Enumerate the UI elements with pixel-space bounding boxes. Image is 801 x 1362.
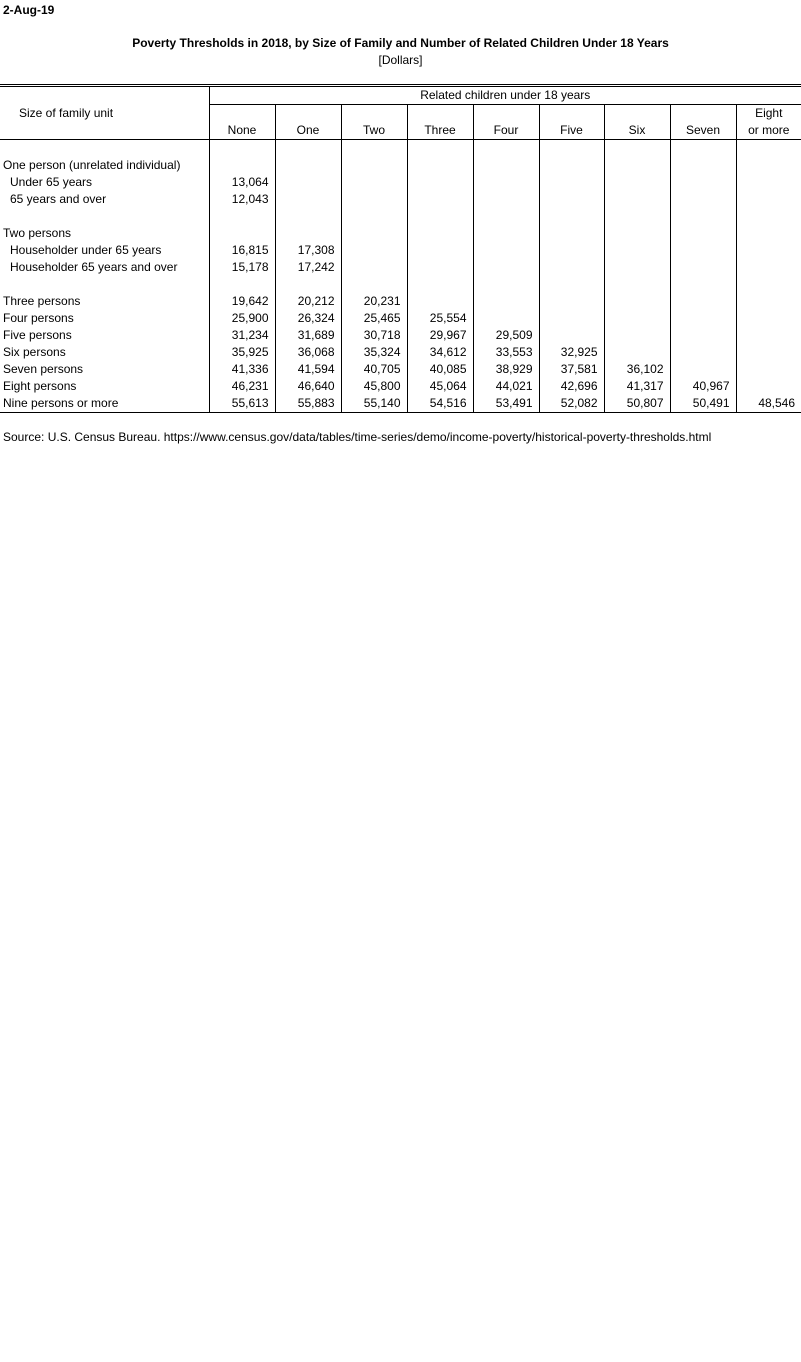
threshold-cell: 50,807 xyxy=(604,395,670,413)
threshold-cell: 41,336 xyxy=(209,361,275,378)
row-label xyxy=(0,208,209,225)
threshold-cell xyxy=(275,276,341,293)
column-header: Four xyxy=(473,105,539,140)
threshold-cell xyxy=(539,174,604,191)
threshold-cell xyxy=(473,310,539,327)
threshold-cell xyxy=(473,276,539,293)
report-date: 2-Aug-19 xyxy=(3,3,55,17)
threshold-cell xyxy=(736,174,801,191)
column-header: None xyxy=(209,105,275,140)
threshold-cell: 40,705 xyxy=(341,361,407,378)
threshold-cell xyxy=(407,259,473,276)
threshold-cell xyxy=(341,259,407,276)
threshold-cell: 41,594 xyxy=(275,361,341,378)
threshold-cell: 45,064 xyxy=(407,378,473,395)
threshold-cell xyxy=(539,157,604,174)
table-body xyxy=(0,140,801,413)
threshold-cell: 46,231 xyxy=(209,378,275,395)
threshold-cell: 37,581 xyxy=(539,361,604,378)
threshold-cell xyxy=(670,259,736,276)
row-label: Eight persons xyxy=(3,379,77,393)
spacer-row xyxy=(0,208,801,225)
threshold-cell xyxy=(209,140,275,158)
threshold-cell xyxy=(539,310,604,327)
threshold-cell xyxy=(736,140,801,158)
threshold-cell: 25,900 xyxy=(209,310,275,327)
threshold-cell: 35,324 xyxy=(341,344,407,361)
table-row xyxy=(0,344,801,361)
threshold-cell xyxy=(604,344,670,361)
table-subtitle: [Dollars] xyxy=(378,53,423,67)
spacer-row xyxy=(0,140,801,158)
threshold-cell xyxy=(341,157,407,174)
row-label xyxy=(0,140,209,158)
column-header: Two xyxy=(341,105,407,140)
threshold-cell xyxy=(539,225,604,242)
column-header: Eight or more xyxy=(736,105,801,140)
threshold-cell xyxy=(670,242,736,259)
threshold-cell: 42,696 xyxy=(539,378,604,395)
threshold-cell xyxy=(341,140,407,158)
threshold-cell xyxy=(670,327,736,344)
threshold-cell xyxy=(736,361,801,378)
row-label: Six persons xyxy=(3,345,66,359)
table-row xyxy=(0,378,801,395)
threshold-cell: 55,883 xyxy=(275,395,341,413)
threshold-cell xyxy=(473,174,539,191)
threshold-cell xyxy=(604,327,670,344)
threshold-cell xyxy=(341,174,407,191)
threshold-cell: 17,308 xyxy=(275,242,341,259)
threshold-cell: 38,929 xyxy=(473,361,539,378)
threshold-cell xyxy=(670,310,736,327)
threshold-cell: 25,465 xyxy=(341,310,407,327)
threshold-cell xyxy=(407,242,473,259)
threshold-cell xyxy=(473,208,539,225)
threshold-cell: 48,546 xyxy=(736,395,801,413)
threshold-cell xyxy=(473,140,539,158)
threshold-cell xyxy=(670,174,736,191)
threshold-cell xyxy=(407,208,473,225)
threshold-cell: 40,085 xyxy=(407,361,473,378)
threshold-cell xyxy=(275,157,341,174)
threshold-cell: 36,068 xyxy=(275,344,341,361)
threshold-cell xyxy=(539,259,604,276)
threshold-cell xyxy=(209,208,275,225)
threshold-cell: 31,689 xyxy=(275,327,341,344)
row-label: Nine persons or more xyxy=(0,395,209,413)
row-label: One person (unrelated individual) xyxy=(3,158,181,172)
threshold-cell xyxy=(736,225,801,242)
threshold-cell xyxy=(275,174,341,191)
threshold-cell xyxy=(670,157,736,174)
threshold-cell xyxy=(209,225,275,242)
threshold-cell xyxy=(604,310,670,327)
threshold-cell xyxy=(473,293,539,310)
row-label: Householder under 65 years xyxy=(10,243,162,257)
threshold-cell: 46,640 xyxy=(275,378,341,395)
threshold-cell xyxy=(341,191,407,208)
table-row xyxy=(0,225,801,242)
threshold-cell xyxy=(539,242,604,259)
threshold-cell xyxy=(473,225,539,242)
threshold-cell xyxy=(407,276,473,293)
poverty-thresholds-table xyxy=(0,84,801,413)
table-row xyxy=(0,242,801,259)
header-row-group xyxy=(0,86,801,105)
threshold-cell: 13,064 xyxy=(209,174,275,191)
threshold-cell xyxy=(736,191,801,208)
row-label: Seven persons xyxy=(3,362,84,376)
threshold-cell xyxy=(209,157,275,174)
threshold-cell: 29,967 xyxy=(407,327,473,344)
row-label xyxy=(0,276,209,293)
column-header: Seven xyxy=(670,105,736,140)
threshold-cell xyxy=(341,276,407,293)
threshold-cell xyxy=(736,157,801,174)
threshold-cell: 54,516 xyxy=(407,395,473,413)
threshold-cell xyxy=(473,157,539,174)
threshold-cell xyxy=(539,191,604,208)
row-label: Two persons xyxy=(3,226,72,240)
threshold-cell xyxy=(407,174,473,191)
threshold-cell: 34,612 xyxy=(407,344,473,361)
threshold-cell xyxy=(736,344,801,361)
threshold-cell xyxy=(736,259,801,276)
threshold-cell xyxy=(736,378,801,395)
threshold-cell xyxy=(670,140,736,158)
threshold-cell xyxy=(539,276,604,293)
row-label: 65 years and over xyxy=(10,192,107,206)
table-row xyxy=(0,327,801,344)
threshold-cell: 55,140 xyxy=(341,395,407,413)
threshold-cell: 31,234 xyxy=(209,327,275,344)
threshold-cell: 25,554 xyxy=(407,310,473,327)
threshold-cell xyxy=(407,225,473,242)
threshold-cell xyxy=(539,140,604,158)
threshold-cell: 16,815 xyxy=(209,242,275,259)
threshold-cell xyxy=(736,310,801,327)
threshold-cell xyxy=(604,208,670,225)
threshold-cell: 35,925 xyxy=(209,344,275,361)
threshold-cell xyxy=(473,191,539,208)
threshold-cell xyxy=(604,259,670,276)
threshold-cell xyxy=(341,208,407,225)
threshold-cell xyxy=(407,191,473,208)
threshold-cell xyxy=(275,225,341,242)
threshold-cell xyxy=(670,293,736,310)
threshold-cell xyxy=(604,225,670,242)
threshold-cell: 32,925 xyxy=(539,344,604,361)
table-row xyxy=(0,174,801,191)
table-title: Poverty Thresholds in 2018, by Size of Family and Number of Related Children Under 18 Years xyxy=(132,36,669,50)
threshold-cell xyxy=(604,293,670,310)
spacer-row xyxy=(0,276,801,293)
threshold-cell xyxy=(736,293,801,310)
table-row xyxy=(0,310,801,327)
threshold-cell xyxy=(736,208,801,225)
threshold-cell xyxy=(275,191,341,208)
threshold-cell: 20,212 xyxy=(275,293,341,310)
row-label: Five persons xyxy=(3,328,72,342)
threshold-cell: 20,231 xyxy=(341,293,407,310)
threshold-cell xyxy=(604,191,670,208)
threshold-cell: 52,082 xyxy=(539,395,604,413)
threshold-cell: 33,553 xyxy=(473,344,539,361)
threshold-cell: 30,718 xyxy=(341,327,407,344)
threshold-cell: 19,642 xyxy=(209,293,275,310)
threshold-cell xyxy=(539,327,604,344)
column-header: Five xyxy=(539,105,604,140)
threshold-cell: 45,800 xyxy=(341,378,407,395)
threshold-cell xyxy=(736,327,801,344)
threshold-cell xyxy=(736,276,801,293)
column-header: Six xyxy=(604,105,670,140)
threshold-cell xyxy=(670,191,736,208)
threshold-cell: 50,491 xyxy=(670,395,736,413)
threshold-cell xyxy=(407,140,473,158)
threshold-cell: 53,491 xyxy=(473,395,539,413)
table-row xyxy=(0,191,801,208)
threshold-cell xyxy=(670,276,736,293)
table-row xyxy=(0,259,801,276)
table-row xyxy=(0,293,801,310)
threshold-cell xyxy=(341,225,407,242)
column-header: Three xyxy=(407,105,473,140)
table-row xyxy=(0,395,801,413)
threshold-cell: 29,509 xyxy=(473,327,539,344)
threshold-cell: 36,102 xyxy=(604,361,670,378)
threshold-cell: 55,613 xyxy=(209,395,275,413)
threshold-cell xyxy=(736,242,801,259)
size-of-family-header: Size of family unit xyxy=(0,86,209,140)
threshold-cell xyxy=(473,242,539,259)
threshold-cell xyxy=(604,140,670,158)
threshold-cell xyxy=(275,208,341,225)
threshold-cell: 12,043 xyxy=(209,191,275,208)
threshold-cell: 26,324 xyxy=(275,310,341,327)
table-row xyxy=(0,157,801,174)
row-label: Four persons xyxy=(3,311,74,325)
threshold-cell xyxy=(341,242,407,259)
table-row xyxy=(0,361,801,378)
row-label: Under 65 years xyxy=(10,175,93,189)
source-note: Source: U.S. Census Bureau. https://www.census.gov/data/tables/time-series/demo/income-poverty/historical-poverty-thresholds.html xyxy=(3,430,712,444)
threshold-cell: 41,317 xyxy=(604,378,670,395)
related-children-header: Related children under 18 years xyxy=(209,86,801,105)
threshold-cell xyxy=(604,174,670,191)
threshold-cell xyxy=(539,208,604,225)
threshold-cell: 15,178 xyxy=(209,259,275,276)
threshold-cell: 44,021 xyxy=(473,378,539,395)
row-label: Three persons xyxy=(3,294,81,308)
threshold-cell: 40,967 xyxy=(670,378,736,395)
threshold-cell xyxy=(670,208,736,225)
threshold-cell xyxy=(670,225,736,242)
row-label: Householder 65 years and over xyxy=(10,260,178,274)
threshold-cell xyxy=(209,276,275,293)
threshold-cell xyxy=(473,259,539,276)
threshold-cell xyxy=(604,157,670,174)
threshold-cell xyxy=(407,293,473,310)
threshold-cell: 17,242 xyxy=(275,259,341,276)
threshold-cell xyxy=(539,293,604,310)
column-header: One xyxy=(275,105,341,140)
threshold-cell xyxy=(670,344,736,361)
threshold-cell xyxy=(407,157,473,174)
threshold-cell xyxy=(604,242,670,259)
threshold-cell xyxy=(275,140,341,158)
threshold-cell xyxy=(670,361,736,378)
threshold-cell xyxy=(604,276,670,293)
